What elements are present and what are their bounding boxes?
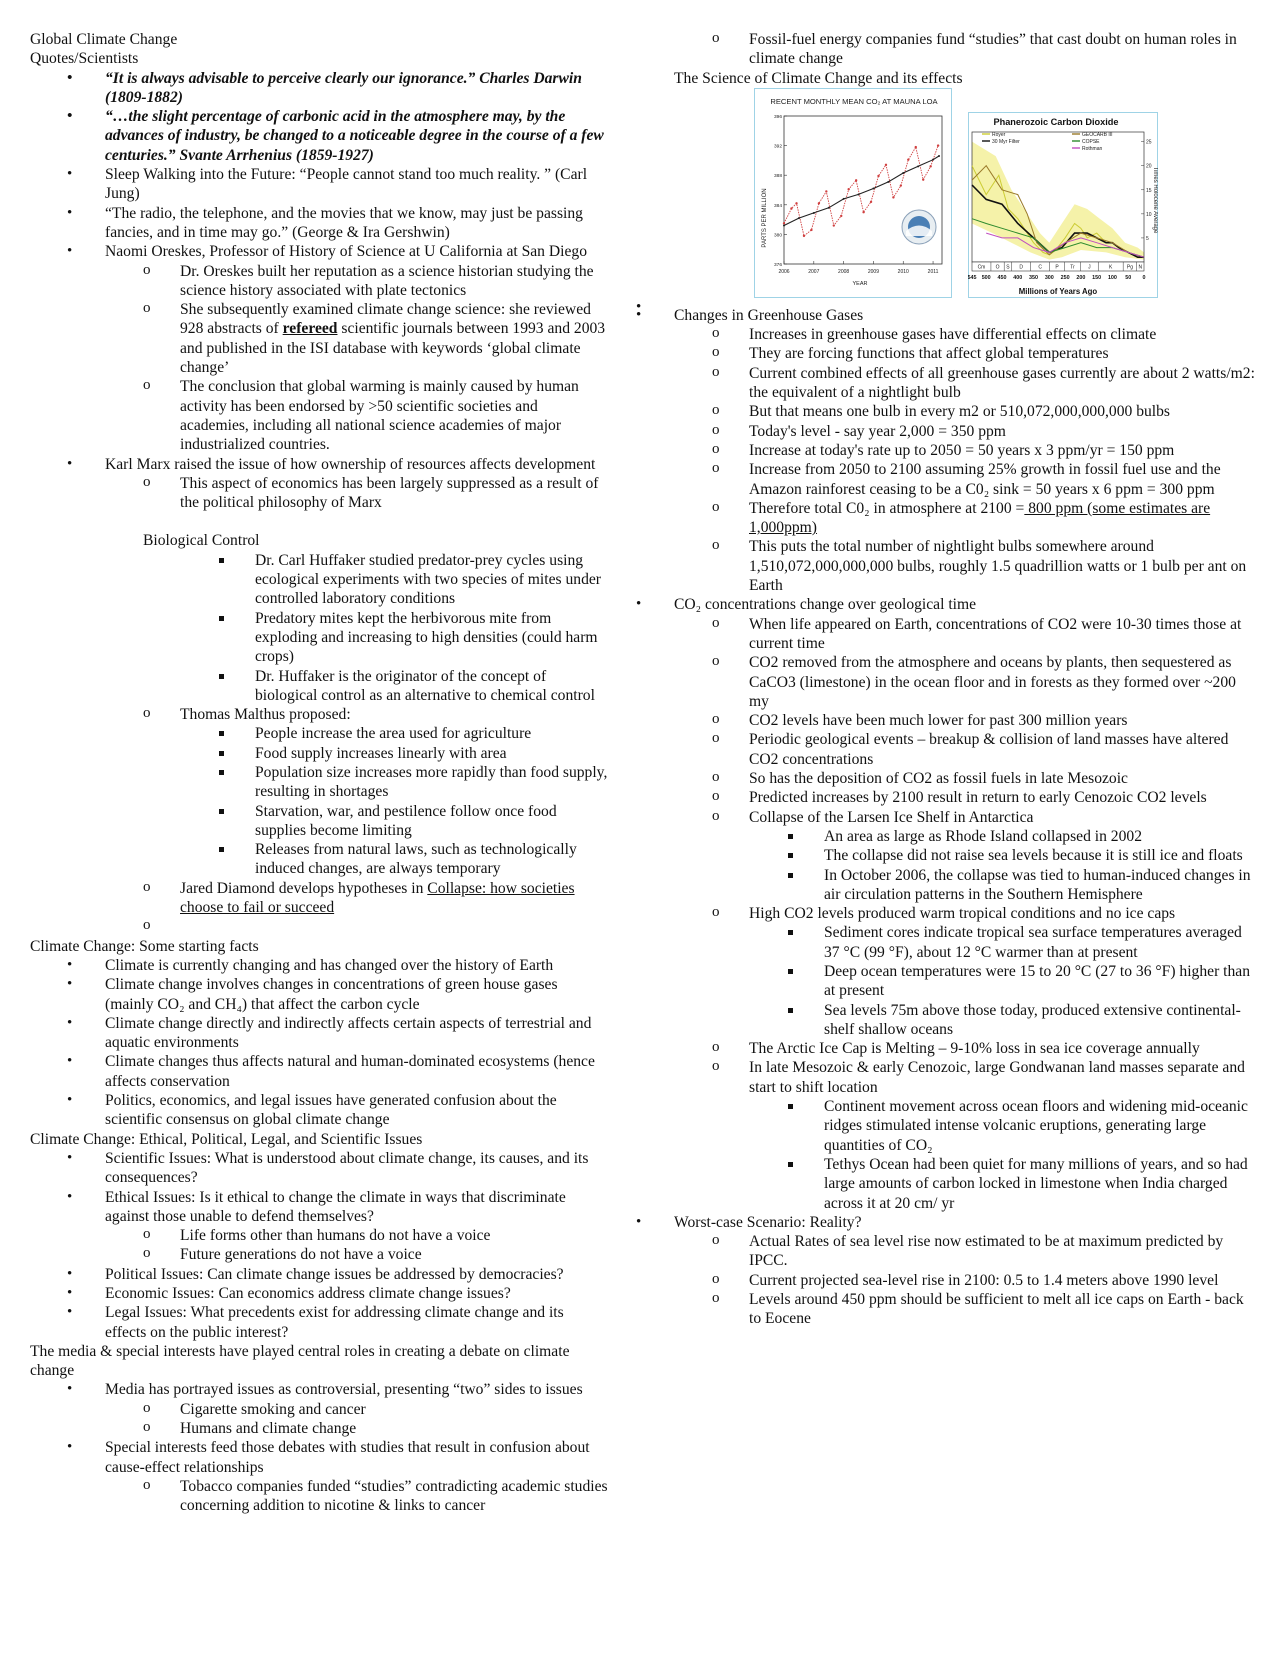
data-point (828, 207, 830, 209)
data-point (810, 229, 812, 231)
list-item: o Collapse of the Larsen Ice Shelf in Antarctica (599, 808, 1255, 827)
data-point (872, 187, 874, 189)
list-item-oreskes: • Naomi Oreskes, Professor of History of Science at U California at San Diego (30, 242, 608, 261)
data-point (843, 198, 845, 200)
x-tick-label: 2009 (867, 268, 879, 275)
x-tick-label: 250 (1060, 274, 1070, 281)
data-point (900, 184, 902, 186)
list-item: o Life forms other than humans do not have a voice (30, 1226, 608, 1245)
list-item: o Predicted increases by 2100 result in return to early Cenozoic CO2 levels (599, 788, 1255, 807)
list-item: • Political Issues: Can climate change issues be addressed by democracies? (30, 1265, 608, 1284)
issues-list (30, 1149, 608, 1342)
media-list (30, 1380, 608, 1515)
x-tick-label: 2007 (808, 268, 820, 275)
list-item-text: She subsequently examined climate change science: she reviewed 928 abstracts of (180, 301, 591, 338)
list-item: o Periodic geological events – breakup & collision of land masses have altered CO2 concentrations (599, 730, 1255, 769)
list-item: • Special interests feed those debates with studies that result in confusion about cause-effect relationships (30, 1438, 608, 1477)
data-point (892, 196, 894, 198)
list-item: • Ethical Issues: Is it ethical to change the climate in ways that discriminate against those unable to defend themselves? (30, 1188, 608, 1227)
legend-label: Royer (992, 131, 1006, 138)
data-point (847, 188, 849, 190)
list-item-marx: • Karl Marx raised the issue of how ownership of resources affects development (30, 455, 608, 474)
data-point (862, 211, 864, 213)
list-item: • Climate change involves changes in concentrations of green house gases (mainly CO₂ and CH₄) that affect the carbon cycle (30, 975, 608, 1014)
list-item: o Increases in greenhouse gases have differential effects on climate (599, 325, 1255, 344)
data-point (833, 224, 835, 226)
list-item: Starvation, war, and pestilence follow once food supplies become limiting (30, 802, 608, 841)
y-tick-label: 396 (773, 114, 782, 120)
issues-heading: Climate Change: Ethical, Political, Legal, and Scientific Issues (30, 1130, 423, 1148)
list-item-diamond (30, 879, 608, 918)
x-tick-label: 2010 (897, 268, 909, 275)
mauna-loa-co2-chart (754, 88, 952, 298)
list-item-worst-case: • Worst-case Scenario: Reality? (599, 1213, 1255, 1232)
period-label: S (1006, 264, 1010, 271)
quote-arrhenius: • “…the slight percentage of carbonic acid in the atmosphere may, by the advances of industry, be changed to a noticeable degree in the course of a few centuries.” Svante Arrhenius (1859-1927) (30, 107, 608, 165)
list-item: o Fossil-fuel energy companies fund “studies” that cast doubt on human roles in climate change (599, 30, 1255, 69)
facts-heading: Climate Change: Some starting facts (30, 937, 259, 955)
period-label: Pg (1126, 264, 1134, 271)
y-tick-label: 10 (1146, 211, 1152, 218)
x-tick-label: 2011 (927, 268, 939, 275)
list-item (599, 499, 1255, 538)
underlined-estimate: 800 ppm (some estimates are 1,000ppm) (749, 499, 1211, 537)
list-item: o Tobacco companies funded “studies” contradicting academic studies concerning addition to nicotine & links to cancer (30, 1477, 608, 1516)
list-item: • Politics, economics, and legal issues have generated confusion about the scientific consensus on global climate change (30, 1091, 608, 1130)
list-item: • Climate change directly and indirectly affects certain aspects of terrestrial and aquatic environments (30, 1014, 608, 1053)
data-point (917, 165, 919, 167)
list-item: • Climate changes thus affects natural and human-dominated ecosystems (hence affects conservation (30, 1052, 608, 1091)
list-item: o Current combined effects of all greenhouse gases currently are about 2 watts/m2: the equivalent of a nightlight bulb (599, 364, 1255, 403)
list-item: o Increase from 2050 to 2100 assuming 25% growth in fossil fuel use and the Amazon rainforest ceasing to be a C0₂ sink = 50 years x 6 ppm = 300 ppm (599, 460, 1255, 499)
y-tick-label: 15 (1146, 187, 1152, 194)
list-item: Dr. Huffaker is the originator of the concept of biological control as an alternative to chemical control (30, 667, 608, 706)
left-column (30, 30, 608, 1516)
quote-darwin: • “It is always advisable to perceive clearly our ignorance.” Charles Darwin (1809-1882) (30, 69, 608, 108)
data-point (902, 172, 904, 174)
period-label: O (995, 264, 1000, 271)
quotes-heading: Quotes/Scientists (30, 50, 139, 68)
x-axis-label: YEAR (852, 280, 868, 287)
legend-label: Rothman (1082, 145, 1103, 152)
data-point (813, 212, 815, 214)
science-heading: The Science of Climate Change and its effects (674, 69, 963, 87)
x-tick-label: 0 (1142, 274, 1146, 281)
data-point (858, 193, 860, 195)
huffaker-list (30, 551, 608, 937)
list-item: o But that means one bulb in every m2 or 510,072,000,000,000 bulbs (599, 402, 1255, 421)
list-item-greenhouse: • Changes in Greenhouse Gases (599, 306, 1255, 325)
list-item: o High CO2 levels produced warm tropical conditions and no ice caps (599, 904, 1255, 923)
list-item: Predatory mites kept the herbivorous mite from exploding and increasing to high densities (could harm crops) (30, 609, 608, 667)
list-item: o CO2 levels have been much lower for past 300 million years (599, 711, 1255, 730)
y-tick-label: 5 (1146, 235, 1149, 242)
list-item: • Media has portrayed issues as controversial, presenting “two” sides to issues (30, 1380, 608, 1399)
data-point (783, 222, 785, 224)
data-point (798, 217, 800, 219)
chart-title: RECENT MONTHLY MEAN CO₂ AT MAUNA LOA (770, 96, 938, 106)
data-point (938, 155, 940, 157)
x-tick-label: 400 (1013, 274, 1023, 281)
data-point (907, 158, 909, 160)
x-tick-label: 500 (981, 274, 991, 281)
list-item: o Dr. Oreskes built her reputation as a science historian studying the science history associated with plate tectonics (30, 262, 608, 301)
list-item: Sea levels 75m above those today, produced extensive continental-shelf shallow oceans (599, 1001, 1255, 1040)
empty-list-item (30, 917, 608, 936)
legend-label: 30 Myr Filter (992, 138, 1020, 145)
period-label: J (1088, 264, 1091, 271)
data-point (887, 181, 889, 183)
list-item: o Current projected sea-level rise in 2100: 0.5 to 1.4 meters above 1990 level (599, 1271, 1255, 1290)
list-item (30, 300, 608, 377)
data-point (922, 178, 924, 180)
list-item: Continent movement across ocean floors and widening mid-oceanic ridges stimulated intense volcanic eruptions, generating large quantities of CO₂ (599, 1097, 1255, 1155)
list-item: o CO2 removed from the atmosphere and oceans by plants, then sequestered as CaCO3 (limestone) in the ocean floor and in forests as they formed over ~200 my (599, 653, 1255, 711)
quotes-list (30, 69, 608, 513)
facts-list (30, 956, 608, 1130)
quote-jung: • Sleep Walking into the Future: “People cannot stand too much reality. ” (Carl Jung) (30, 165, 608, 204)
data-point (855, 179, 857, 181)
list-item: Sediment cores indicate tropical sea surface temperatures averaged 37 °C (99 °F), about 12 °C warmer than at present (599, 923, 1255, 962)
list-item: o In late Mesozoic & early Cenozoic, large Gondwanan land masses separate and start to shift location (599, 1058, 1255, 1097)
period-label: C (1038, 264, 1042, 271)
x-tick-label: 300 (1044, 274, 1054, 281)
y-axis-label: PARTS PER MILLION (762, 188, 768, 248)
y-tick-label: 25 (1146, 139, 1152, 146)
list-item-text: Jared Diamond develops hypotheses in (180, 879, 428, 897)
greenhouse-list (599, 298, 1255, 1329)
y-tick-label: 380 (773, 233, 782, 239)
data-point (795, 202, 797, 204)
list-item: o The Arctic Ice Cap is Melting – 9-10% loss in sea ice coverage annually (599, 1039, 1255, 1058)
y-tick-label: 384 (773, 203, 782, 209)
phanerozoic-co2-chart (968, 112, 1158, 298)
x-tick-label: 350 (1029, 274, 1039, 281)
y-tick-label: 20 (1146, 163, 1152, 170)
x-tick-label: 2006 (778, 268, 790, 275)
list-item: • Legal Issues: What precedents exist for addressing climate change and its effects on the public interest? (30, 1303, 608, 1342)
data-point (840, 215, 842, 217)
chart-title: Phanerozoic Carbon Dioxide (993, 116, 1119, 127)
list-item: o Future generations do not have a voice (30, 1245, 608, 1264)
list-item: o They are forcing functions that affect global temperatures (599, 344, 1255, 363)
period-label: D (1019, 264, 1024, 271)
list-item: Food supply increases linearly with area (30, 744, 608, 763)
x-tick-label: 545 (968, 274, 977, 281)
x-tick-label: 50 (1125, 274, 1132, 281)
data-point (803, 235, 805, 237)
list-item: o When life appeared on Earth, concentrations of CO2 were 10-30 times those at current time (599, 615, 1255, 654)
right-column (675, 30, 1255, 1329)
list-item: o Cigarette smoking and cancer (30, 1400, 608, 1419)
period-label: Tr (1070, 264, 1075, 271)
y-tick-label: 392 (773, 144, 782, 150)
data-point (929, 165, 931, 167)
list-item-geological: • CO₂ concentrations change over geological time (599, 595, 1255, 614)
list-item-text: Therefore total C0₂ in atmosphere at 2100 = (749, 499, 1025, 517)
data-point (783, 224, 785, 226)
list-item: o So has the deposition of CO2 as fossil fuels in late Mesozoic (599, 769, 1255, 788)
book-title: Collapse: how societies choose to fail or succeed (180, 879, 575, 917)
empty-bullet (599, 298, 1255, 306)
data-point (790, 207, 792, 209)
list-item: An area as large as Rhode Island collapsed in 2002 (599, 827, 1255, 846)
list-item: o Humans and climate change (30, 1419, 608, 1438)
list-item: • Climate is currently changing and has changed over the history of Earth (30, 956, 608, 975)
list-item: o Increase at today's rate up to 2050 = 50 years x 3 ppm/yr = 150 ppm (599, 441, 1255, 460)
data-point (825, 190, 827, 192)
x-tick-label: 100 (1107, 274, 1117, 281)
list-item: o Actual Rates of sea level rise now estimated to be at maximum predicted by IPCC. (599, 1232, 1255, 1271)
list-item: People increase the area used for agriculture (30, 724, 608, 743)
legend-label: COPSE (1082, 138, 1100, 145)
list-item: Tethys Ocean had been quiet for many millions of years, and so had large amounts of carbon locked in limestone when India charged across it at 20 cm/ yr (599, 1155, 1255, 1213)
y-tick-label: 376 (773, 262, 782, 268)
list-item-malthus: o Thomas Malthus proposed: (30, 705, 608, 724)
data-point (915, 146, 917, 148)
x-tick-label: 150 (1092, 274, 1102, 281)
y-tick-label: 388 (773, 174, 782, 180)
fossil-list (599, 30, 1255, 69)
list-item: The collapse did not raise sea levels because it is still ice and floats (599, 846, 1255, 865)
x-tick-label: 2008 (838, 268, 850, 275)
x-tick-label: 450 (997, 274, 1007, 281)
list-item: In October 2006, the collapse was tied to human-induced changes in air circulation patterns in the Southern Hemisphere (599, 866, 1255, 905)
figure-charts (754, 88, 1159, 298)
list-item: Dr. Carl Huffaker studied predator-prey cycles using ecological experiments with two species of mites under controlled laboratory conditions (30, 551, 608, 609)
list-item: o Today's level - say year 2,000 = 350 ppm (599, 422, 1255, 441)
list-item: Releases from natural laws, such as technologically induced changes, are always temporary (30, 840, 608, 879)
x-tick-label: 200 (1076, 274, 1086, 281)
period-label: K (1109, 264, 1113, 271)
data-point (932, 159, 934, 161)
x-axis-label: Millions of Years Ago (1018, 286, 1098, 296)
list-item: o The conclusion that global warming is mainly caused by human activity has been endorsed by >50 scientific societies and academies, including all national science academies of major industrialized countries. (30, 377, 608, 454)
data-point (937, 144, 939, 146)
list-item: o This aspect of economics has been largely suppressed as a result of the political philosophy of Marx (30, 474, 608, 513)
legend-label: GEOCARB III (1082, 131, 1113, 138)
list-item: • Economic Issues: Can economics address climate change issues? (30, 1284, 608, 1303)
quote-gershwin: • “The radio, the telephone, and the movies that we know, may just be passing fancies, and in time may go.” (George & Ira Gershwin) (30, 204, 608, 243)
list-item: Population size increases more rapidly than food supply, resulting in shortages (30, 763, 608, 802)
list-item: o This puts the total number of nightlight bulbs somewhere around 1,510,072,000,000,000 bulbs, roughly 1.5 quadrillion watts or 1 bulb per ant on Earth (599, 537, 1255, 595)
period-label: Cm (977, 264, 986, 271)
refereed-emphasis: refereed (282, 320, 338, 338)
list-item-text: scientific journals between 1993 and 2003 and published in the ISI database with keywords ‘global climate change’ (180, 320, 606, 377)
data-point (870, 201, 872, 203)
list-item: Deep ocean temperatures were 15 to 20 °C (27 to 36 °F) higher than at present (599, 962, 1255, 1001)
period-label: P (1055, 264, 1059, 271)
data-point (885, 164, 887, 166)
list-item: • Scientific Issues: What is understood about climate change, its causes, and its consequences? (30, 1149, 608, 1188)
list-item: o Levels around 450 ppm should be sufficient to melt all ice caps on Earth - back to Eocene (599, 1290, 1255, 1329)
biological-control-heading: Biological Control (143, 532, 260, 550)
period-label: N (1138, 264, 1143, 271)
y-axis-label: Times Holocene Average (1152, 166, 1158, 234)
data-point (818, 202, 820, 204)
noaa-logo (902, 210, 936, 244)
media-heading: The media & special interests have played central roles in creating a debate on climate change (30, 1342, 570, 1380)
data-point (877, 175, 879, 177)
document-title: Global Climate Change (30, 31, 178, 48)
